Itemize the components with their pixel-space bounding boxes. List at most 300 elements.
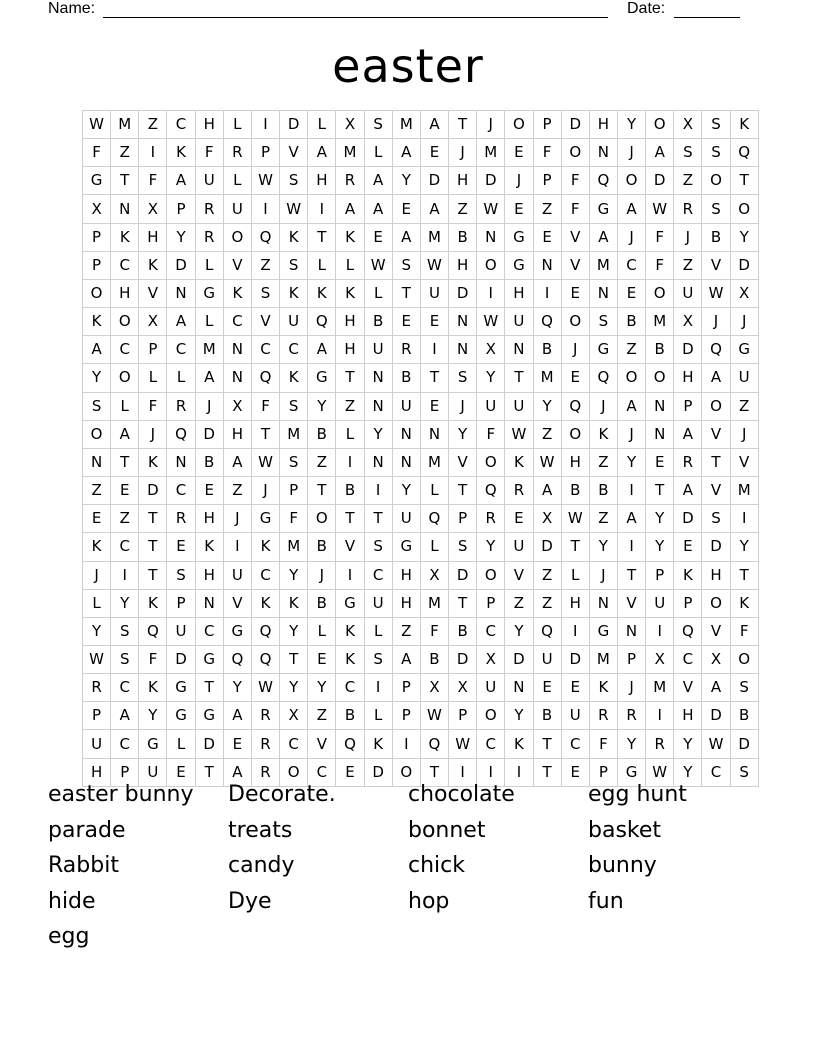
grid-cell[interactable]: W <box>702 279 730 307</box>
grid-cell[interactable]: B <box>589 477 617 505</box>
grid-cell[interactable]: O <box>477 448 505 476</box>
grid-cell[interactable]: Q <box>533 308 561 336</box>
grid-cell[interactable]: Q <box>251 617 279 645</box>
grid-cell[interactable]: A <box>111 702 139 730</box>
grid-cell[interactable]: J <box>702 308 730 336</box>
grid-cell[interactable]: K <box>674 561 702 589</box>
grid-cell[interactable]: E <box>420 139 448 167</box>
grid-cell[interactable]: N <box>646 420 674 448</box>
grid-cell[interactable]: I <box>730 505 758 533</box>
grid-cell[interactable]: S <box>364 645 392 673</box>
grid-cell[interactable]: R <box>167 505 195 533</box>
grid-cell[interactable]: V <box>223 589 251 617</box>
grid-cell[interactable]: N <box>167 448 195 476</box>
grid-cell[interactable]: T <box>308 477 336 505</box>
grid-cell[interactable]: T <box>336 364 364 392</box>
grid-cell[interactable]: J <box>449 392 477 420</box>
grid-cell[interactable]: H <box>589 111 617 139</box>
grid-cell[interactable]: P <box>139 336 167 364</box>
grid-cell[interactable]: Z <box>589 505 617 533</box>
grid-cell[interactable]: X <box>674 111 702 139</box>
grid-cell[interactable]: R <box>674 448 702 476</box>
grid-cell[interactable]: A <box>533 477 561 505</box>
grid-cell[interactable]: G <box>167 702 195 730</box>
grid-cell[interactable]: I <box>477 758 505 786</box>
grid-cell[interactable]: S <box>111 617 139 645</box>
grid-cell[interactable]: U <box>533 645 561 673</box>
grid-cell[interactable]: T <box>449 477 477 505</box>
grid-cell[interactable]: Z <box>674 251 702 279</box>
grid-cell[interactable]: B <box>449 223 477 251</box>
grid-cell[interactable]: G <box>195 645 223 673</box>
grid-cell[interactable]: I <box>505 758 533 786</box>
grid-cell[interactable]: T <box>392 279 420 307</box>
grid-cell[interactable]: D <box>449 279 477 307</box>
grid-cell[interactable]: Z <box>505 589 533 617</box>
grid-cell[interactable]: O <box>702 589 730 617</box>
grid-cell[interactable]: P <box>83 223 111 251</box>
grid-cell[interactable]: Y <box>505 617 533 645</box>
grid-cell[interactable]: H <box>702 561 730 589</box>
grid-cell[interactable]: H <box>561 589 589 617</box>
grid-cell[interactable]: B <box>702 223 730 251</box>
grid-cell[interactable]: D <box>533 533 561 561</box>
grid-cell[interactable]: X <box>533 505 561 533</box>
grid-cell[interactable]: K <box>308 279 336 307</box>
grid-cell[interactable]: X <box>477 645 505 673</box>
grid-cell[interactable]: V <box>702 251 730 279</box>
grid-cell[interactable]: F <box>280 505 308 533</box>
grid-cell[interactable]: W <box>83 645 111 673</box>
grid-cell[interactable]: R <box>336 167 364 195</box>
grid-cell[interactable]: Z <box>139 111 167 139</box>
grid-cell[interactable]: P <box>392 674 420 702</box>
date-blank-line[interactable] <box>674 17 740 18</box>
grid-cell[interactable]: A <box>195 364 223 392</box>
grid-cell[interactable]: D <box>195 420 223 448</box>
grid-cell[interactable]: L <box>111 392 139 420</box>
grid-cell[interactable]: X <box>477 336 505 364</box>
grid-cell[interactable]: U <box>505 392 533 420</box>
grid-cell[interactable]: A <box>589 223 617 251</box>
grid-cell[interactable]: U <box>167 617 195 645</box>
grid-cell[interactable]: M <box>195 336 223 364</box>
grid-cell[interactable]: K <box>589 420 617 448</box>
grid-cell[interactable]: D <box>561 645 589 673</box>
grid-cell[interactable]: Y <box>449 420 477 448</box>
grid-cell[interactable]: R <box>589 702 617 730</box>
grid-cell[interactable]: L <box>336 251 364 279</box>
grid-cell[interactable]: W <box>477 195 505 223</box>
grid-cell[interactable]: A <box>646 139 674 167</box>
grid-cell[interactable]: K <box>251 533 279 561</box>
grid-cell[interactable]: O <box>730 195 758 223</box>
grid-cell[interactable]: Y <box>477 364 505 392</box>
grid-cell[interactable]: G <box>730 336 758 364</box>
grid-cell[interactable]: R <box>251 758 279 786</box>
grid-cell[interactable]: H <box>195 111 223 139</box>
grid-cell[interactable]: M <box>646 674 674 702</box>
grid-cell[interactable]: O <box>561 139 589 167</box>
grid-cell[interactable]: I <box>477 279 505 307</box>
grid-cell[interactable]: A <box>223 758 251 786</box>
grid-cell[interactable]: Y <box>646 533 674 561</box>
grid-cell[interactable]: B <box>336 702 364 730</box>
grid-cell[interactable]: G <box>392 533 420 561</box>
grid-cell[interactable]: J <box>589 392 617 420</box>
grid-cell[interactable]: Z <box>674 167 702 195</box>
grid-cell[interactable]: Q <box>533 617 561 645</box>
grid-cell[interactable]: L <box>167 364 195 392</box>
grid-cell[interactable]: H <box>505 279 533 307</box>
grid-cell[interactable]: C <box>111 251 139 279</box>
grid-cell[interactable]: L <box>223 111 251 139</box>
grid-cell[interactable]: E <box>505 505 533 533</box>
grid-cell[interactable]: B <box>617 308 645 336</box>
grid-cell[interactable]: P <box>111 758 139 786</box>
grid-cell[interactable]: X <box>139 308 167 336</box>
grid-cell[interactable]: V <box>280 139 308 167</box>
grid-cell[interactable]: T <box>139 533 167 561</box>
grid-cell[interactable]: B <box>392 364 420 392</box>
grid-cell[interactable]: R <box>646 730 674 758</box>
grid-cell[interactable]: X <box>336 111 364 139</box>
grid-cell[interactable]: Z <box>223 477 251 505</box>
grid-cell[interactable]: L <box>364 617 392 645</box>
grid-cell[interactable]: I <box>561 617 589 645</box>
grid-cell[interactable]: J <box>83 561 111 589</box>
grid-cell[interactable]: O <box>505 111 533 139</box>
grid-cell[interactable]: T <box>449 589 477 617</box>
grid-cell[interactable]: C <box>251 561 279 589</box>
grid-cell[interactable]: S <box>730 758 758 786</box>
grid-cell[interactable]: K <box>167 139 195 167</box>
grid-cell[interactable]: Z <box>617 336 645 364</box>
grid-cell[interactable]: F <box>139 645 167 673</box>
grid-cell[interactable]: I <box>617 477 645 505</box>
grid-cell[interactable]: U <box>83 730 111 758</box>
grid-cell[interactable]: E <box>420 308 448 336</box>
grid-cell[interactable]: M <box>392 111 420 139</box>
grid-cell[interactable]: A <box>420 111 448 139</box>
grid-cell[interactable]: P <box>449 702 477 730</box>
grid-cell[interactable]: I <box>336 448 364 476</box>
grid-cell[interactable]: H <box>674 702 702 730</box>
grid-cell[interactable]: B <box>308 533 336 561</box>
grid-cell[interactable]: U <box>730 364 758 392</box>
grid-cell[interactable]: Q <box>420 730 448 758</box>
grid-cell[interactable]: B <box>646 336 674 364</box>
grid-cell[interactable]: H <box>561 448 589 476</box>
grid-cell[interactable]: D <box>561 111 589 139</box>
grid-cell[interactable]: N <box>589 589 617 617</box>
grid-cell[interactable]: A <box>364 195 392 223</box>
grid-cell[interactable]: E <box>533 223 561 251</box>
grid-cell[interactable]: E <box>167 533 195 561</box>
grid-cell[interactable]: V <box>730 448 758 476</box>
grid-cell[interactable]: N <box>589 139 617 167</box>
grid-cell[interactable]: A <box>420 195 448 223</box>
grid-cell[interactable]: P <box>477 589 505 617</box>
grid-cell[interactable]: L <box>364 139 392 167</box>
grid-cell[interactable]: Y <box>589 533 617 561</box>
grid-cell[interactable]: C <box>251 336 279 364</box>
grid-cell[interactable]: W <box>364 251 392 279</box>
grid-cell[interactable]: T <box>139 561 167 589</box>
grid-cell[interactable]: S <box>280 167 308 195</box>
grid-cell[interactable]: I <box>646 617 674 645</box>
grid-cell[interactable]: F <box>646 223 674 251</box>
grid-cell[interactable]: W <box>420 251 448 279</box>
grid-cell[interactable]: K <box>83 308 111 336</box>
grid-cell[interactable]: D <box>139 477 167 505</box>
grid-cell[interactable]: I <box>139 139 167 167</box>
grid-cell[interactable]: N <box>364 392 392 420</box>
grid-cell[interactable]: Q <box>477 477 505 505</box>
grid-cell[interactable]: O <box>111 364 139 392</box>
grid-cell[interactable]: E <box>505 139 533 167</box>
grid-cell[interactable]: M <box>589 251 617 279</box>
grid-cell[interactable]: N <box>364 364 392 392</box>
grid-cell[interactable]: D <box>167 645 195 673</box>
grid-cell[interactable]: H <box>336 308 364 336</box>
grid-cell[interactable]: J <box>730 420 758 448</box>
grid-cell[interactable]: Q <box>167 420 195 448</box>
grid-cell[interactable]: O <box>83 420 111 448</box>
grid-cell[interactable]: Y <box>167 223 195 251</box>
grid-cell[interactable]: U <box>477 674 505 702</box>
grid-cell[interactable]: K <box>505 730 533 758</box>
grid-cell[interactable]: C <box>702 758 730 786</box>
grid-cell[interactable]: R <box>195 195 223 223</box>
grid-cell[interactable]: T <box>139 505 167 533</box>
grid-cell[interactable]: U <box>420 279 448 307</box>
grid-cell[interactable]: H <box>449 167 477 195</box>
grid-cell[interactable]: B <box>449 617 477 645</box>
grid-cell[interactable]: X <box>83 195 111 223</box>
grid-cell[interactable]: J <box>308 561 336 589</box>
grid-cell[interactable]: U <box>280 308 308 336</box>
grid-cell[interactable]: Q <box>251 364 279 392</box>
grid-cell[interactable]: Q <box>251 645 279 673</box>
grid-cell[interactable]: R <box>167 392 195 420</box>
grid-cell[interactable]: P <box>251 139 279 167</box>
grid-cell[interactable]: Z <box>83 477 111 505</box>
grid-cell[interactable]: K <box>83 533 111 561</box>
grid-cell[interactable]: O <box>730 645 758 673</box>
grid-cell[interactable]: P <box>167 589 195 617</box>
grid-cell[interactable]: I <box>223 533 251 561</box>
grid-cell[interactable]: S <box>251 279 279 307</box>
grid-cell[interactable]: K <box>589 674 617 702</box>
grid-cell[interactable]: U <box>505 533 533 561</box>
grid-cell[interactable]: A <box>111 420 139 448</box>
grid-cell[interactable]: E <box>646 448 674 476</box>
grid-cell[interactable]: O <box>702 392 730 420</box>
grid-cell[interactable]: M <box>336 139 364 167</box>
grid-cell[interactable]: Y <box>477 533 505 561</box>
grid-cell[interactable]: S <box>702 139 730 167</box>
grid-cell[interactable]: C <box>364 561 392 589</box>
grid-cell[interactable]: E <box>167 758 195 786</box>
grid-cell[interactable]: F <box>83 139 111 167</box>
grid-cell[interactable]: S <box>702 195 730 223</box>
grid-cell[interactable]: M <box>111 111 139 139</box>
grid-cell[interactable]: K <box>280 279 308 307</box>
grid-cell[interactable]: Z <box>111 505 139 533</box>
grid-cell[interactable]: Z <box>533 420 561 448</box>
grid-cell[interactable]: M <box>477 139 505 167</box>
grid-cell[interactable]: K <box>139 589 167 617</box>
grid-cell[interactable]: Y <box>223 674 251 702</box>
grid-cell[interactable]: L <box>308 111 336 139</box>
grid-cell[interactable]: K <box>336 279 364 307</box>
grid-cell[interactable]: J <box>617 420 645 448</box>
grid-cell[interactable]: M <box>646 308 674 336</box>
grid-cell[interactable]: U <box>392 505 420 533</box>
grid-cell[interactable]: O <box>702 167 730 195</box>
grid-cell[interactable]: W <box>477 308 505 336</box>
grid-cell[interactable]: Y <box>730 533 758 561</box>
grid-cell[interactable]: Z <box>308 448 336 476</box>
grid-cell[interactable]: Q <box>589 364 617 392</box>
grid-cell[interactable]: P <box>280 477 308 505</box>
grid-cell[interactable]: O <box>477 561 505 589</box>
grid-cell[interactable]: G <box>617 758 645 786</box>
grid-cell[interactable]: I <box>420 336 448 364</box>
grid-cell[interactable]: K <box>251 589 279 617</box>
grid-cell[interactable]: I <box>392 730 420 758</box>
grid-cell[interactable]: P <box>83 702 111 730</box>
grid-cell[interactable]: T <box>449 111 477 139</box>
grid-cell[interactable]: I <box>533 279 561 307</box>
grid-cell[interactable]: V <box>449 448 477 476</box>
grid-cell[interactable]: U <box>195 167 223 195</box>
grid-cell[interactable]: A <box>617 392 645 420</box>
grid-cell[interactable]: Q <box>589 167 617 195</box>
grid-cell[interactable]: H <box>195 505 223 533</box>
grid-cell[interactable]: X <box>223 392 251 420</box>
grid-cell[interactable]: A <box>392 223 420 251</box>
grid-cell[interactable]: U <box>223 561 251 589</box>
grid-cell[interactable]: G <box>167 674 195 702</box>
grid-cell[interactable]: V <box>561 223 589 251</box>
grid-cell[interactable]: T <box>505 364 533 392</box>
grid-cell[interactable]: K <box>139 251 167 279</box>
grid-cell[interactable]: F <box>477 420 505 448</box>
grid-cell[interactable]: U <box>505 308 533 336</box>
grid-cell[interactable]: E <box>111 477 139 505</box>
grid-cell[interactable]: T <box>195 758 223 786</box>
grid-cell[interactable]: Y <box>83 364 111 392</box>
grid-cell[interactable]: W <box>561 505 589 533</box>
grid-cell[interactable]: T <box>646 477 674 505</box>
grid-cell[interactable]: K <box>730 589 758 617</box>
grid-cell[interactable]: F <box>139 167 167 195</box>
grid-cell[interactable]: C <box>111 730 139 758</box>
grid-cell[interactable]: T <box>420 758 448 786</box>
grid-cell[interactable]: M <box>420 448 448 476</box>
grid-cell[interactable]: P <box>83 251 111 279</box>
grid-cell[interactable]: K <box>336 645 364 673</box>
grid-cell[interactable]: V <box>561 251 589 279</box>
grid-cell[interactable]: R <box>223 139 251 167</box>
grid-cell[interactable]: L <box>561 561 589 589</box>
grid-cell[interactable]: Z <box>336 392 364 420</box>
grid-cell[interactable]: V <box>251 308 279 336</box>
grid-cell[interactable]: J <box>561 336 589 364</box>
grid-cell[interactable]: C <box>167 111 195 139</box>
grid-cell[interactable]: P <box>589 758 617 786</box>
grid-cell[interactable]: R <box>392 336 420 364</box>
grid-cell[interactable]: Y <box>533 392 561 420</box>
grid-cell[interactable]: Y <box>83 617 111 645</box>
grid-cell[interactable]: P <box>533 111 561 139</box>
grid-cell[interactable]: S <box>674 139 702 167</box>
grid-cell[interactable]: S <box>111 645 139 673</box>
grid-cell[interactable]: Y <box>505 702 533 730</box>
grid-cell[interactable]: T <box>364 505 392 533</box>
grid-cell[interactable]: O <box>111 308 139 336</box>
grid-cell[interactable]: B <box>308 589 336 617</box>
grid-cell[interactable]: O <box>477 251 505 279</box>
grid-cell[interactable]: S <box>280 448 308 476</box>
grid-cell[interactable]: F <box>139 392 167 420</box>
grid-cell[interactable]: A <box>83 336 111 364</box>
grid-cell[interactable]: A <box>674 420 702 448</box>
grid-cell[interactable]: Q <box>336 730 364 758</box>
grid-cell[interactable]: B <box>730 702 758 730</box>
grid-cell[interactable]: O <box>617 364 645 392</box>
grid-cell[interactable]: W <box>83 111 111 139</box>
grid-cell[interactable]: N <box>83 448 111 476</box>
grid-cell[interactable]: A <box>336 195 364 223</box>
grid-cell[interactable]: B <box>364 308 392 336</box>
grid-cell[interactable]: E <box>674 533 702 561</box>
grid-cell[interactable]: N <box>223 336 251 364</box>
grid-cell[interactable]: C <box>308 758 336 786</box>
grid-cell[interactable]: E <box>561 279 589 307</box>
grid-cell[interactable]: O <box>617 167 645 195</box>
grid-cell[interactable]: G <box>505 251 533 279</box>
grid-cell[interactable]: K <box>195 533 223 561</box>
grid-cell[interactable]: G <box>83 167 111 195</box>
grid-cell[interactable]: T <box>111 448 139 476</box>
grid-cell[interactable]: Q <box>139 617 167 645</box>
grid-cell[interactable]: T <box>251 420 279 448</box>
grid-cell[interactable]: N <box>195 589 223 617</box>
grid-cell[interactable]: X <box>420 674 448 702</box>
grid-cell[interactable]: R <box>505 477 533 505</box>
grid-cell[interactable]: P <box>646 561 674 589</box>
grid-cell[interactable]: J <box>617 223 645 251</box>
grid-cell[interactable]: W <box>646 758 674 786</box>
grid-cell[interactable]: N <box>505 336 533 364</box>
grid-cell[interactable]: B <box>533 702 561 730</box>
grid-cell[interactable]: D <box>449 645 477 673</box>
grid-cell[interactable]: Z <box>589 448 617 476</box>
grid-cell[interactable]: R <box>251 730 279 758</box>
grid-cell[interactable]: X <box>139 195 167 223</box>
grid-cell[interactable]: E <box>336 758 364 786</box>
grid-cell[interactable]: G <box>589 336 617 364</box>
grid-cell[interactable]: H <box>336 336 364 364</box>
grid-cell[interactable]: U <box>561 702 589 730</box>
grid-cell[interactable]: A <box>702 674 730 702</box>
grid-cell[interactable]: D <box>674 505 702 533</box>
grid-cell[interactable]: V <box>308 730 336 758</box>
grid-cell[interactable]: Y <box>308 674 336 702</box>
